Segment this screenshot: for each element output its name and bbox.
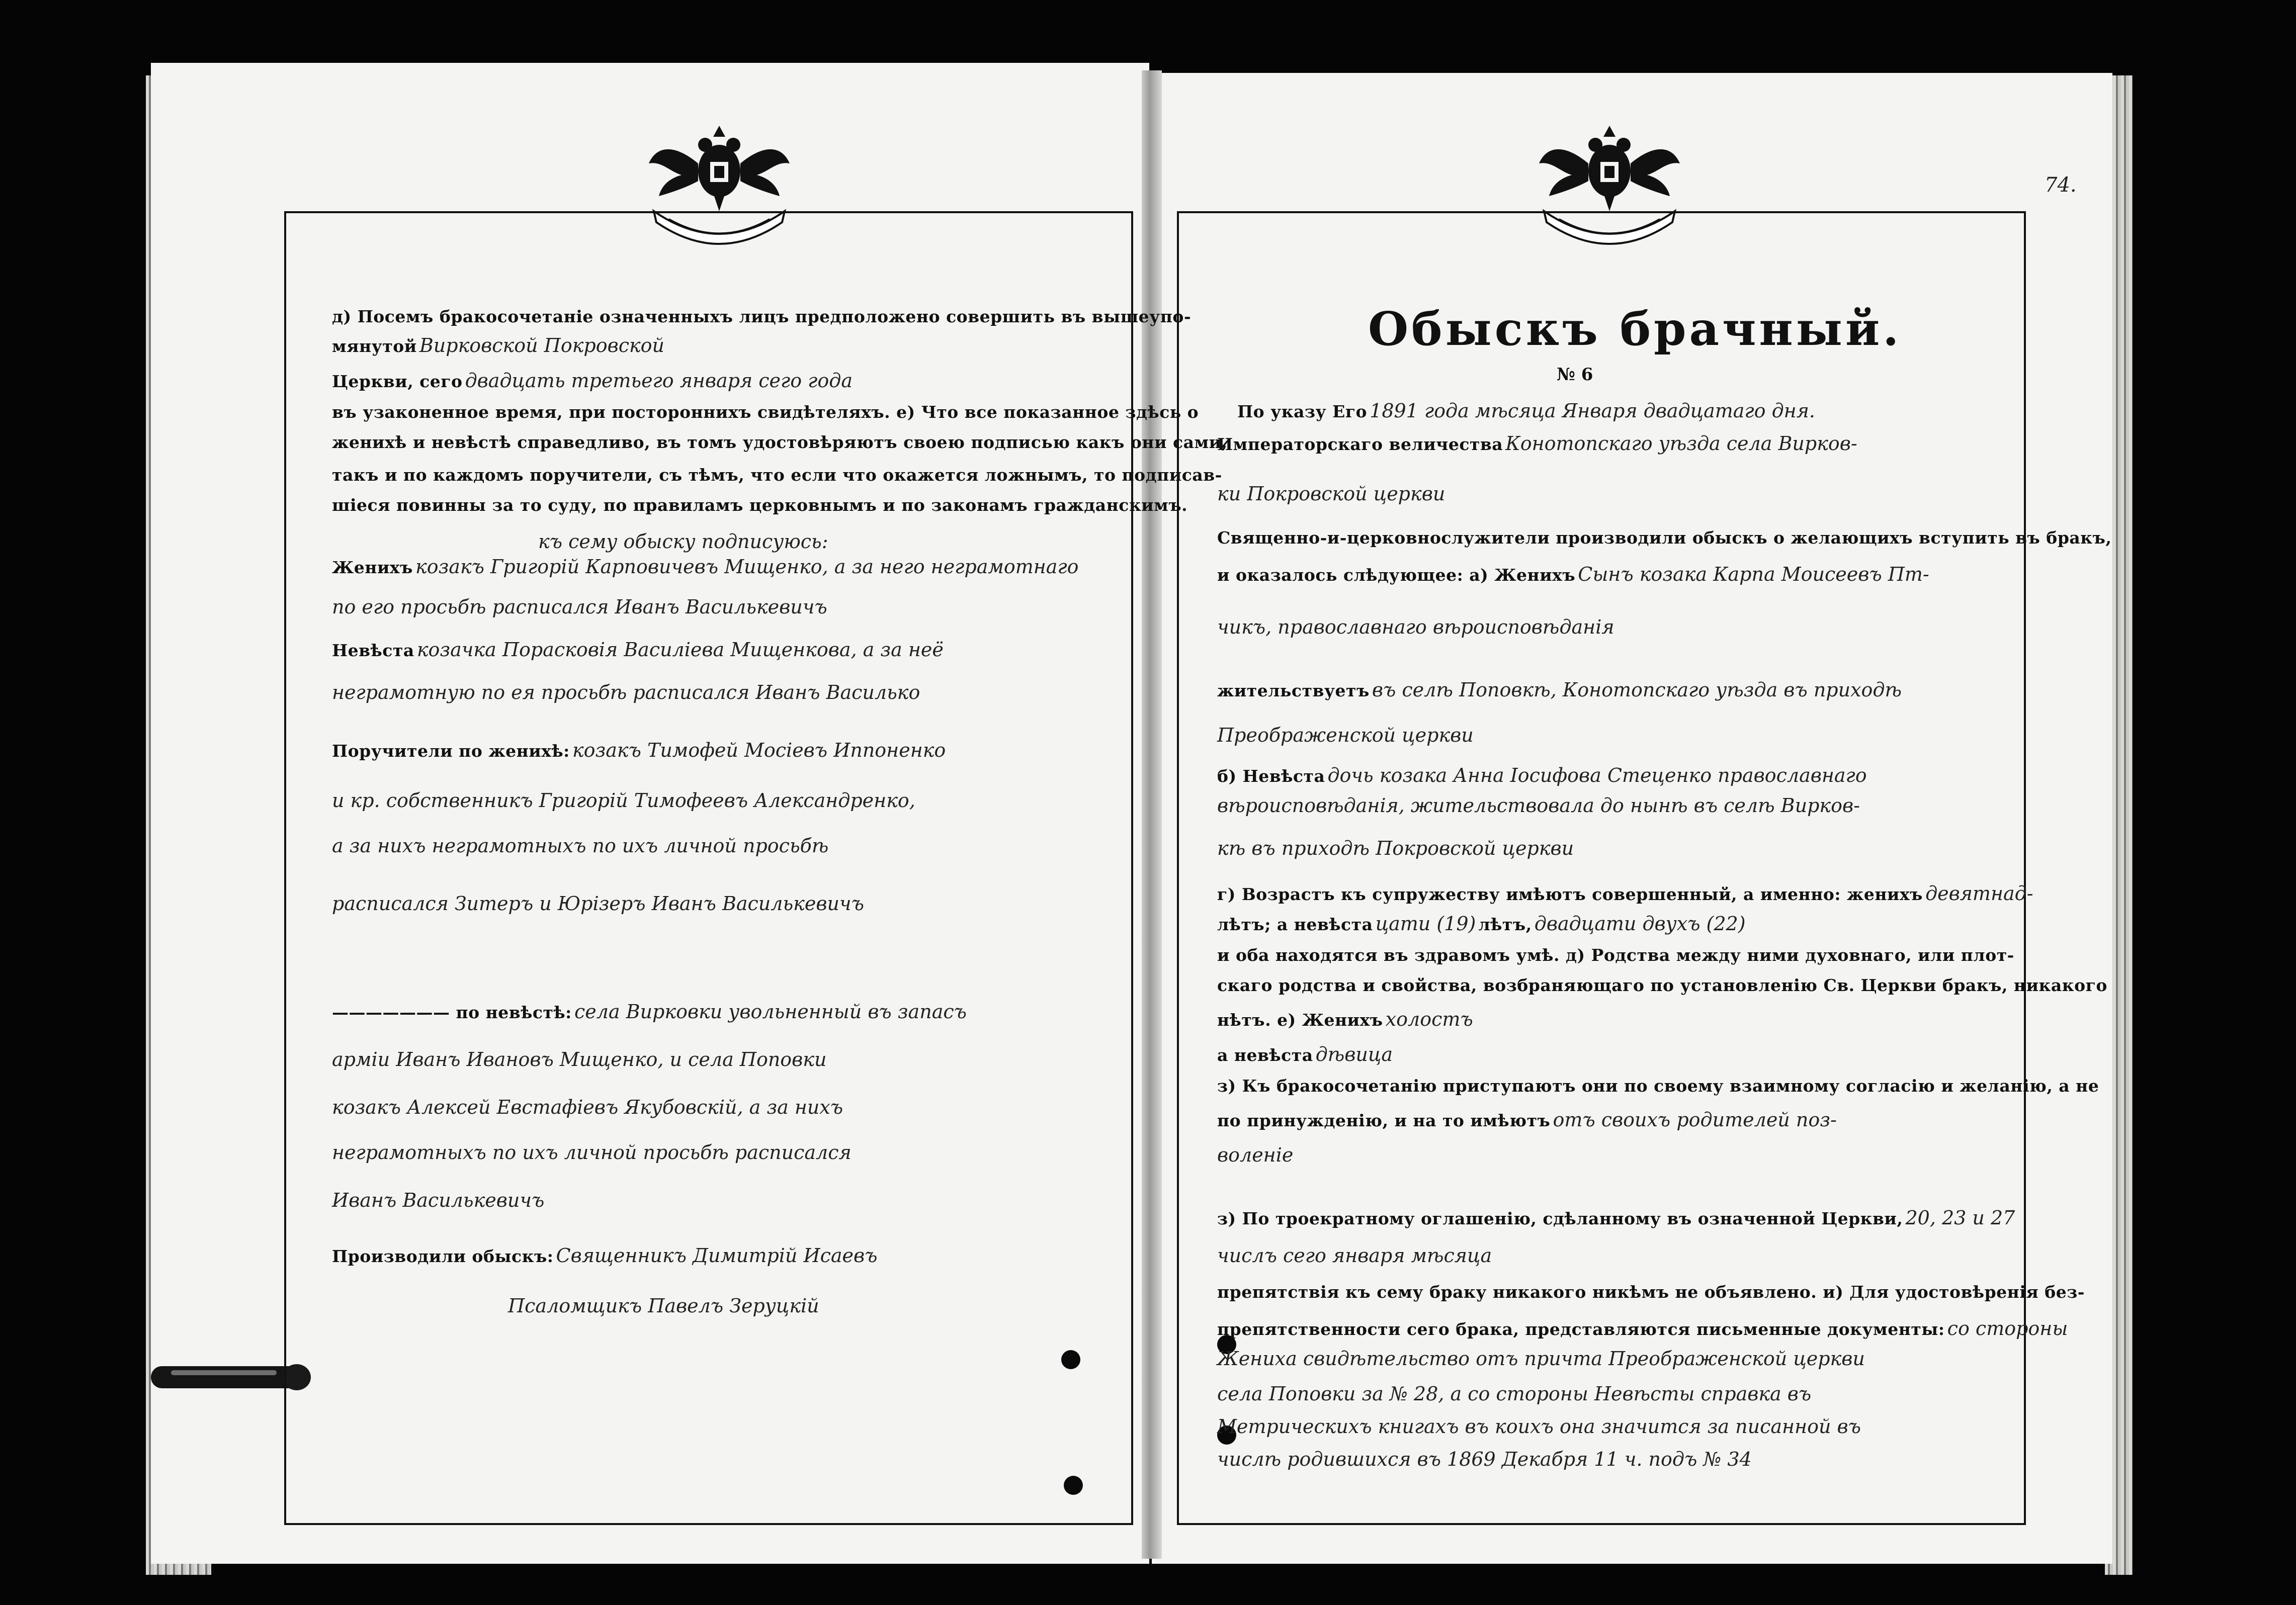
handwritten-text: къ сему обыску подписуюсь: — [538, 530, 828, 553]
printed-text: нѣтъ. е) Женихъ — [1217, 1010, 1383, 1030]
printed-text: Женихъ — [332, 558, 413, 577]
printed-text: препятствiя къ сему браку никакого никѣмъ не объявлено. и) Для удостовѣренiя без- — [1217, 1282, 2085, 1302]
handwritten-text: холостъ — [1385, 1008, 1473, 1030]
punch-hole — [1064, 1476, 1083, 1495]
right-line — [1217, 1282, 2085, 1302]
right-line — [1217, 483, 1445, 505]
right-line — [1217, 882, 2033, 905]
printed-text: въ узаконенное время, при постороннихъ свидѣтеляхъ. е) Что все показанное здѣсь о — [332, 402, 1199, 422]
printed-text: лѣтъ, — [1478, 915, 1532, 934]
left-line — [332, 1096, 843, 1118]
printed-text: женихѣ и невѣстѣ справедливо, въ томъ удостовѣряютъ своею подписью какъ они сами, — [332, 432, 1228, 452]
handwritten-text: Псаломщикъ Павелъ Зеруцкiй — [508, 1295, 819, 1317]
right-line — [1217, 1244, 1492, 1267]
right-line — [1217, 1383, 1811, 1405]
right-line — [1217, 764, 1867, 786]
page-number: 74. — [2045, 173, 2077, 197]
record-number: № 6 — [1557, 365, 1593, 385]
punch-hole — [1061, 1350, 1080, 1369]
left-line — [332, 307, 1191, 326]
left-line — [332, 432, 1228, 452]
printed-text: г) Возрастъ къ супружеству имѣютъ совершенный, а именно: женихъ — [1217, 884, 1923, 904]
right-line — [1217, 1415, 1861, 1438]
handwritten-text: вѣроисповѣданiя, жительствовала до нынѣ въ селѣ Вирков- — [1217, 794, 1860, 817]
printed-text: Церкви, сего — [332, 372, 463, 391]
right-line — [1217, 563, 1929, 585]
right-line — [1217, 945, 2014, 965]
handwritten-text: Конотопскаго уѣзда села Вирков- — [1505, 432, 1857, 455]
handwritten-text: ки Покровской церкви — [1217, 483, 1445, 505]
printed-text: Священно-и-церковнослужители производили обыскъ о желающихъ вступить въ бракъ, — [1217, 528, 2112, 548]
printed-text: мянутой — [332, 336, 417, 356]
handwritten-text: кѣ въ приходѣ Покровской церкви — [1217, 837, 1574, 859]
handwritten-text: а за нихъ неграмотныхъ по ихъ личной просьбѣ — [332, 835, 829, 857]
right-line — [1217, 837, 1574, 859]
handwritten-text: расписался Зитеръ и Юрiзеръ Иванъ Василькевичъ — [332, 893, 864, 915]
handwritten-text: 1891 года мѣсяца Января двадцатаго дня. — [1370, 400, 1815, 422]
printed-text: и оба находятся въ здравомъ умѣ. д) Родства между ними духовнаго, или плот- — [1217, 945, 2014, 965]
right-line — [1217, 724, 1474, 746]
handwritten-text: Метрическихъ книгахъ въ коихъ она значится за писанной въ — [1217, 1415, 1861, 1438]
printed-text: Поручители по женихѣ: — [332, 741, 570, 761]
printed-text: по принужденiю, и на то имѣютъ — [1217, 1111, 1551, 1130]
printed-text: з) По троекратному оглашенiю, сдѣланному въ означенной Церкви, — [1217, 1209, 1903, 1228]
handwritten-text: козакъ Григорiй Карповичевъ Мищенко, а за него неграмотнаго — [415, 556, 1079, 578]
right-line — [1217, 1144, 1293, 1166]
handwritten-text: Преображенской церкви — [1217, 724, 1474, 746]
handwritten-text: дочь козака Анна Iосифова Стеценко православнаго — [1327, 764, 1867, 786]
left-line — [332, 556, 1079, 578]
right-line — [1217, 679, 1902, 701]
right-line — [1217, 528, 2111, 548]
right-line — [1217, 1109, 1837, 1131]
right-line — [1237, 400, 1815, 422]
printed-text: д) Посемъ бракосочетанiе означенныхъ лицъ предположено совершить въ вышеупо- — [332, 307, 1192, 326]
left-line — [332, 1244, 877, 1267]
left-line — [332, 739, 946, 761]
printed-text: з) Къ бракосочетанiю приступаютъ они по своему взаимному согласiю и желанiю, а не — [1217, 1076, 2099, 1096]
handwritten-text: со стороны — [1947, 1317, 2068, 1340]
right-line — [1217, 794, 1860, 817]
printed-text: лѣтъ; а невѣста — [1217, 915, 1373, 934]
handwritten-text: неграмотную по ея просьбѣ расписался Иванъ Василько — [332, 681, 920, 703]
handwritten-text: дѣвица — [1315, 1043, 1393, 1065]
left-line — [332, 465, 1222, 485]
handwritten-text: воленiе — [1217, 1144, 1294, 1166]
right-line — [1217, 1348, 1865, 1370]
right-line — [1217, 1317, 2068, 1340]
handwritten-text: неграмотныхъ по ихъ личной просьбѣ расписался — [332, 1141, 852, 1164]
handwritten-text: Сынъ козака Карпа Моисеевъ Пт- — [1578, 563, 1929, 585]
printed-text: Невѣста — [332, 641, 414, 660]
printed-text: такъ и по каждомъ поручители, съ тѣмъ, что если что окажется ложнымъ, то подписав- — [332, 465, 1222, 485]
right-line — [1217, 1207, 2015, 1229]
handwritten-text: по его просьбѣ расписался Иванъ Василькевичъ — [332, 596, 827, 618]
book-spine — [1142, 70, 1162, 1559]
left-line — [332, 596, 827, 618]
left-line — [332, 334, 664, 356]
handwritten-text: девятнад- — [1925, 882, 2033, 905]
right-line — [1217, 913, 1746, 935]
handwritten-text: числѣ родившихся въ 1869 Декабря 11 ч. подъ № 34 — [1217, 1448, 1752, 1470]
left-line — [332, 789, 915, 812]
printed-text: препятственности сего брака, представляются письменные документы: — [1217, 1319, 1945, 1339]
handwritten-text: Вирковской Покровской — [419, 334, 665, 356]
handwritten-text: козакъ Алексей Евстафiевъ Якубовскiй, а за нихъ — [332, 1096, 843, 1118]
left-line — [332, 1141, 852, 1164]
handwritten-text: и кр. собственникъ Григорiй Тимофеевъ Александренко, — [332, 789, 915, 812]
printed-text: ——————— по невѣстѣ: — [332, 1003, 572, 1022]
handwritten-text: Жениха свидѣтельство отъ причта Преображенской церкви — [1217, 1348, 1865, 1370]
handwritten-text: козакъ Тимофей Мосiевъ Иппоненко — [572, 739, 946, 761]
printed-text: По указу Его — [1237, 402, 1368, 421]
handwritten-text: числъ сего января мѣсяца — [1217, 1244, 1492, 1267]
left-line — [332, 1189, 544, 1211]
handwritten-text: чикъ, православнаго вѣроисповѣданiя — [1217, 616, 1614, 638]
handwritten-text: Иванъ Василькевичъ — [332, 1189, 545, 1211]
handwritten-text: отъ своихъ родителей поз- — [1553, 1109, 1837, 1131]
handwritten-text: двадцать третьего января сего года — [465, 370, 853, 392]
left-line — [332, 639, 944, 661]
printed-text: скаго родства и свойства, возбраняющаго по установленiю Св. Церкви бракъ, никакого — [1217, 975, 2107, 995]
printed-text: шiеся повинны за то суду, по правиламъ церковнымъ и по законамъ гражданскимъ. — [332, 495, 1188, 515]
left-line — [332, 835, 828, 857]
left-line — [332, 1048, 826, 1071]
printed-text: а невѣста — [1217, 1045, 1313, 1065]
handwritten-text: Священникъ Димитрiй Исаевъ — [556, 1244, 878, 1267]
printed-text: Императорскаго величества — [1217, 434, 1503, 454]
left-line — [332, 893, 864, 915]
document-title: Обыскъ брачный. — [1368, 302, 1902, 356]
handwritten-text: цати (19) — [1375, 913, 1476, 935]
handwritten-text: села Вирковки увольненный въ запасъ — [574, 1001, 967, 1023]
handwritten-text: 20, 23 и 27 — [1905, 1207, 2015, 1229]
printed-text: Производили обыскъ: — [332, 1246, 554, 1266]
left-line — [332, 370, 853, 392]
printed-text: и оказалось слѣдующее: а) Женихъ — [1217, 565, 1576, 585]
printed-text: б) Невѣста — [1217, 766, 1325, 786]
left-line — [538, 530, 828, 553]
right-line — [1217, 432, 1857, 455]
left-line — [332, 495, 1187, 515]
handwritten-text: козачка Порасковiя Василiева Мищенкова, а за неё — [416, 639, 944, 661]
handwritten-text: въ селѣ Поповкѣ, Конотопскаго уѣзда въ приходѣ — [1372, 679, 1902, 701]
handwritten-text: села Поповки за № 28, а со стороны Невѣсты справка въ — [1217, 1383, 1812, 1405]
imperial-eagle-crest-icon — [639, 116, 800, 246]
right-line — [1217, 1008, 1473, 1030]
right-line — [1217, 975, 2107, 995]
imperial-eagle-crest-icon — [1529, 116, 1690, 246]
printed-text: жительствуетъ — [1217, 681, 1370, 700]
right-line — [1217, 616, 1614, 638]
left-line — [508, 1295, 819, 1317]
right-line — [1217, 1448, 1752, 1470]
right-line — [1217, 1043, 1393, 1065]
left-line — [332, 402, 1199, 422]
left-line — [332, 681, 920, 703]
handwritten-text: двадцати двухъ (22) — [1534, 913, 1746, 935]
handwritten-text: армiи Иванъ Ивановъ Мищенко, и села Поповки — [332, 1048, 827, 1071]
left-line — [332, 1001, 967, 1023]
right-line — [1217, 1076, 2099, 1096]
